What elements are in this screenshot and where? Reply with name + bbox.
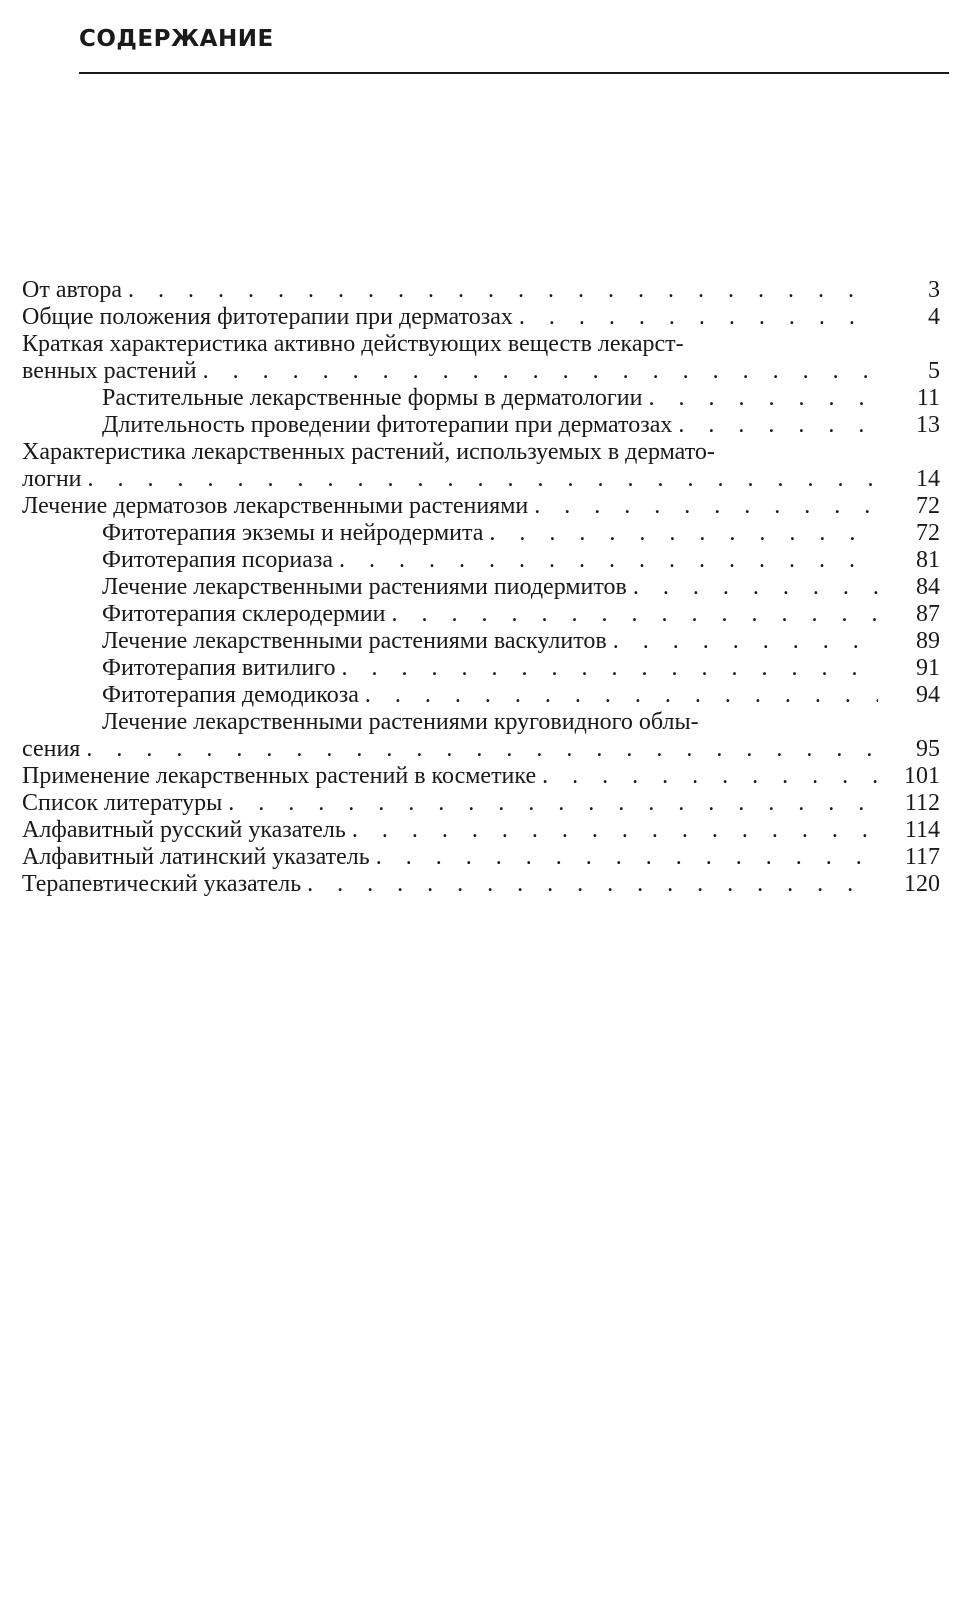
dot-leader (613, 628, 878, 655)
toc-entry-title: сения (22, 736, 81, 762)
dot-leader (88, 466, 878, 493)
toc-entry-demodicosis[interactable] (22, 682, 940, 709)
toc-page-number: 91 (916, 655, 940, 681)
toc-entry-plant-characteristics[interactable] (22, 439, 940, 493)
toc-entry-title: Применение лекарственных растений в косметике (22, 763, 537, 789)
toc-entry-latin-index[interactable] (22, 844, 940, 871)
toc-entry-title: Список литературы (22, 790, 223, 816)
toc-entry-eczema[interactable] (22, 520, 940, 547)
toc-entry-russian-index[interactable] (22, 817, 940, 844)
dot-leader (489, 520, 878, 547)
toc-entry-title-line1: Краткая характеристика активно действующих веществ лекарст- (22, 331, 684, 357)
toc-entry-title: Фитотерапия экземы и нейродермита (102, 520, 484, 546)
dot-leader (519, 304, 878, 331)
dot-leader (648, 385, 878, 412)
toc-page-number: 112 (904, 790, 940, 816)
dot-leader (86, 736, 878, 763)
dot-leader (341, 655, 878, 682)
toc-entry-vasculitis[interactable] (22, 628, 940, 655)
toc-entry-alopecia[interactable] (22, 709, 940, 763)
toc-entry-title: Фитотерапия витилиго (102, 655, 336, 681)
toc-entry-title: Фитотерапия псориаза (102, 547, 333, 573)
toc-page-number: 120 (904, 871, 940, 897)
toc-entry-cosmetics[interactable] (22, 763, 940, 790)
toc-page-number: 114 (904, 817, 940, 843)
toc-page-number: 5 (928, 358, 940, 384)
toc-page-number: 72 (916, 520, 940, 546)
toc-entry-references[interactable] (22, 790, 940, 817)
toc-entry-title-line1: Характеристика лекарственных растений, используемых в дермато- (22, 439, 715, 465)
toc-page-number: 87 (916, 601, 940, 627)
toc-entry-title: Алфавитный латинский указатель (22, 844, 370, 870)
toc-page-number: 101 (904, 763, 940, 789)
dot-leader (128, 277, 878, 304)
toc-entry-herbal-dosage-forms[interactable] (22, 385, 940, 412)
toc-entry-title: венных растений (22, 358, 197, 384)
table-of-contents (22, 277, 940, 898)
toc-entry-active-substances[interactable] (22, 331, 940, 385)
toc-page-number: 3 (928, 277, 940, 303)
toc-entry-title: Алфавитный русский указатель (22, 817, 346, 843)
toc-entry-title: логни (22, 466, 82, 492)
toc-entry-pyoderma[interactable] (22, 574, 940, 601)
dot-leader (633, 574, 878, 601)
toc-entry-title: Лечение дерматозов лекарственными растениями (22, 493, 529, 519)
toc-entry-therapy-duration[interactable] (22, 412, 940, 439)
toc-page-number: 89 (916, 628, 940, 654)
toc-entry-title: Фитотерапия склеродермии (102, 601, 386, 627)
toc-page-number: 117 (904, 844, 940, 870)
dot-leader (365, 682, 878, 709)
toc-entry-title: Терапевтический указатель (22, 871, 302, 897)
dot-leader (542, 763, 878, 790)
toc-entry-therapeutic-index[interactable] (22, 871, 940, 898)
dot-leader (339, 547, 878, 574)
toc-entry-general-principles[interactable] (22, 304, 940, 331)
toc-page-number: 95 (916, 736, 940, 762)
toc-entry-title: Лечение лекарственными растениями пиодермитов (102, 574, 627, 600)
toc-entry-title: Фитотерапия демодикоза (102, 682, 359, 708)
dot-leader (203, 358, 878, 385)
page-title: СОДЕРЖАНИЕ (79, 26, 274, 52)
toc-page-number: 11 (916, 385, 940, 411)
dot-leader (228, 790, 878, 817)
toc-entry-vitiligo[interactable] (22, 655, 940, 682)
toc-entry-title: Общие положения фитотерапии при дерматозах (22, 304, 513, 330)
toc-page-number: 13 (916, 412, 940, 438)
toc-entry-title: От автора (22, 277, 123, 303)
toc-page-number: 72 (916, 493, 940, 519)
toc-entry-title: Растительные лекарственные формы в дерматологии (102, 385, 643, 411)
dot-leader (376, 844, 878, 871)
dot-leader (534, 493, 878, 520)
toc-page-number: 4 (928, 304, 940, 330)
dot-leader (392, 601, 879, 628)
toc-page-number: 81 (916, 547, 940, 573)
dot-leader (678, 412, 878, 439)
toc-page-number: 84 (916, 574, 940, 600)
toc-entry-author-foreword[interactable] (22, 277, 940, 304)
toc-entry-scleroderma[interactable] (22, 601, 940, 628)
toc-page-number: 94 (916, 682, 940, 708)
toc-entry-title: Длительность проведении фитотерапии при дерматозах (102, 412, 673, 438)
toc-entry-title: Лечение лекарственными растениями васкулитов (102, 628, 607, 654)
toc-entry-psoriasis[interactable] (22, 547, 940, 574)
heading-divider (79, 72, 949, 74)
toc-entry-title-line1: Лечение лекарственными растениями круговидного облы- (102, 709, 699, 735)
toc-entry-dermatoses-treatment[interactable] (22, 493, 940, 520)
dot-leader (307, 871, 878, 898)
dot-leader (352, 817, 878, 844)
toc-page-number: 14 (916, 466, 940, 492)
